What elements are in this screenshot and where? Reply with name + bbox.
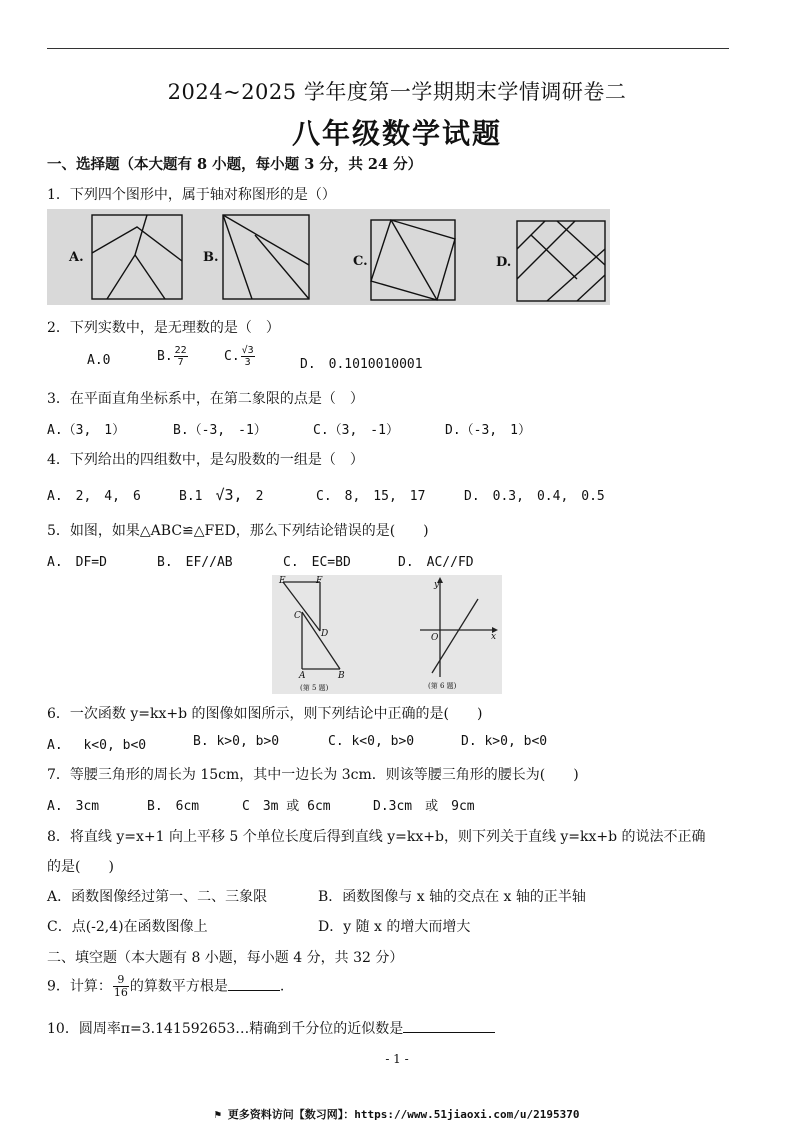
- q6-stem: 6．一次函数 y=kx+b 的图像如图所示，则下列结论中正确的是( ): [47, 706, 483, 722]
- q9-numerator: 9: [113, 974, 129, 987]
- q8-stem-line2: 的是( ): [47, 859, 114, 875]
- q5-option-b: B. EF//AB: [157, 555, 233, 570]
- q10-question: [47, 1018, 495, 1038]
- q10-text: 10．圆周率π=3.141592653…精确到千分位的近似数是: [47, 1021, 404, 1037]
- exam-title: 2024~2025 学年度第一学期期末学情调研卷二: [167, 80, 627, 104]
- footer-text[interactable]: 更多资料访问【数习网】：https://www.51jiaoxi.com/u/2195370: [227, 1108, 580, 1121]
- q9-suffix: 的算数平方根是: [129, 978, 228, 995]
- q4-option-a: A. 2, 4, 6: [47, 489, 141, 504]
- q1-label-c: C.: [353, 254, 368, 269]
- q2-option-a: A.0: [87, 353, 111, 368]
- q5-option-a: A. DF=D: [47, 555, 107, 570]
- q10-answer-blank[interactable]: [403, 1020, 495, 1033]
- section-fill-heading: 二、填空题（本大题有 8 小题，每小题 4 分，共 32 分）: [47, 950, 404, 966]
- fig5-label-b: B: [338, 671, 345, 681]
- q3-option-a: A.（3, 1）: [47, 423, 126, 438]
- q6-option-a: A. k<0, b<0: [47, 738, 147, 753]
- q2-stem: 2．下列实数中，是无理数的是（ ）: [47, 320, 280, 336]
- q1-figure-strip: [47, 209, 610, 305]
- fig5-caption: (第 5 题): [300, 684, 329, 692]
- q2-option-c-fraction: [241, 345, 255, 368]
- q4-option-c: C. 8, 15, 17: [316, 489, 426, 504]
- q7-option-a: A. 3cm: [47, 799, 100, 814]
- q3-option-d: D.（-3, 1）: [445, 423, 531, 438]
- q8-option-b: B．函数图像与 x 轴的交点在 x 轴的正半轴: [318, 889, 586, 905]
- q2-option-b: [157, 345, 189, 368]
- q2-option-b-fraction: [174, 345, 188, 368]
- q5-stem: 5．如图，如果△ABC≌△FED，那么下列结论错误的是( ): [47, 523, 429, 539]
- q6-option-d: D. k>0, b<0: [461, 734, 548, 749]
- q4-option-d: D. 0.3, 0.4, 0.5: [464, 489, 605, 504]
- q5-option-d: D. AC//FD: [398, 555, 474, 570]
- q1-label-d: D.: [496, 255, 512, 270]
- q3-option-c: C.（3, -1）: [313, 423, 399, 438]
- q4-option-b-root: √3,: [215, 486, 243, 504]
- fig6-label-x: x: [491, 632, 497, 642]
- section-choice-heading: 一、选择题（本大题有 8 小题，每小题 3 分，共 24 分）: [47, 156, 423, 173]
- q4-stem: 4．下列给出的四组数中，是勾股数的一组是（ ）: [47, 452, 364, 468]
- page-number: - 1 -: [385, 1052, 409, 1066]
- q7-option-c: C 3m 或 6cm: [242, 799, 331, 814]
- q3-option-b: B.（-3, -1）: [173, 423, 267, 438]
- exam-subtitle: 八年级数学试题: [291, 117, 502, 150]
- q4-option-b: [179, 485, 263, 504]
- q4-option-b-suffix: 2: [242, 489, 264, 504]
- q8-option-d: D．y 随 x 的增大而增大: [318, 919, 471, 935]
- q2-b-numerator: 22: [174, 345, 187, 356]
- q9-denominator: 16: [113, 986, 128, 999]
- q8-option-c: C．点(-2,4)在函数图像上: [47, 919, 208, 935]
- fig6-label-origin: O: [431, 633, 439, 643]
- q1-label-b: B.: [203, 250, 219, 265]
- fig5-label-c: C: [294, 611, 301, 621]
- fig6-caption: (第 6 题): [428, 682, 457, 690]
- q8-stem-line1: 8．将直线 y=x+1 向上平移 5 个单位长度后得到直线 y=kx+b，则下列关于直线 y=kx+b 的说法不正确: [47, 829, 706, 845]
- q1-label-a: A.: [69, 250, 84, 265]
- top-rule: [47, 48, 729, 49]
- fig5-label-a: A: [299, 671, 306, 681]
- q5-q6-figure-svg: [272, 575, 502, 694]
- fig5-label-f: F: [316, 576, 323, 586]
- q1-stem: 1．下列四个图形中，属于轴对称图形的是（）: [47, 187, 336, 203]
- footer-link[interactable]: [0, 1106, 794, 1122]
- q8-option-a: A．函数图像经过第一、二、三象限: [47, 889, 268, 905]
- q5-q6-figure: [272, 575, 502, 694]
- fig5-label-e: E: [279, 576, 286, 586]
- q4-option-b-prefix: B.1: [179, 489, 216, 504]
- q2-option-c-prefix: C.: [224, 349, 240, 364]
- q9-question: [47, 974, 284, 999]
- q7-option-d: D.3cm 或 9cm: [373, 799, 475, 814]
- q5-option-c: C. EC=BD: [283, 555, 351, 570]
- q2-b-denominator: 7: [177, 357, 184, 368]
- q6-option-c: C. k<0, b>0: [328, 734, 415, 749]
- q7-stem: 7．等腰三角形的周长为 15cm，其中一边长为 3cm．则该等腰三角形的腰长为( ): [47, 767, 579, 783]
- q2-option-b-prefix: B.: [157, 349, 173, 364]
- q2-c-denominator: 3: [244, 357, 251, 368]
- fig6-label-y: y: [434, 580, 440, 590]
- q2-c-numerator: √3: [241, 345, 254, 356]
- q1-figures: [47, 209, 610, 305]
- fig5-label-d: D: [321, 629, 329, 639]
- q2-option-c: [224, 345, 256, 368]
- q6-option-b: B. k>0, b>0: [193, 734, 280, 749]
- q9-prefix: 9．计算：: [47, 978, 112, 995]
- q2-option-d: D. 0.1010010001: [300, 357, 423, 372]
- q9-fraction: [113, 974, 129, 999]
- q9-answer-blank[interactable]: [228, 978, 280, 991]
- q7-option-b: B. 6cm: [147, 799, 200, 814]
- q9-end: .: [279, 978, 285, 995]
- q3-stem: 3．在平面直角坐标系中，在第二象限的点是（ ）: [47, 391, 364, 407]
- flag-icon: ⚑: [214, 1108, 228, 1121]
